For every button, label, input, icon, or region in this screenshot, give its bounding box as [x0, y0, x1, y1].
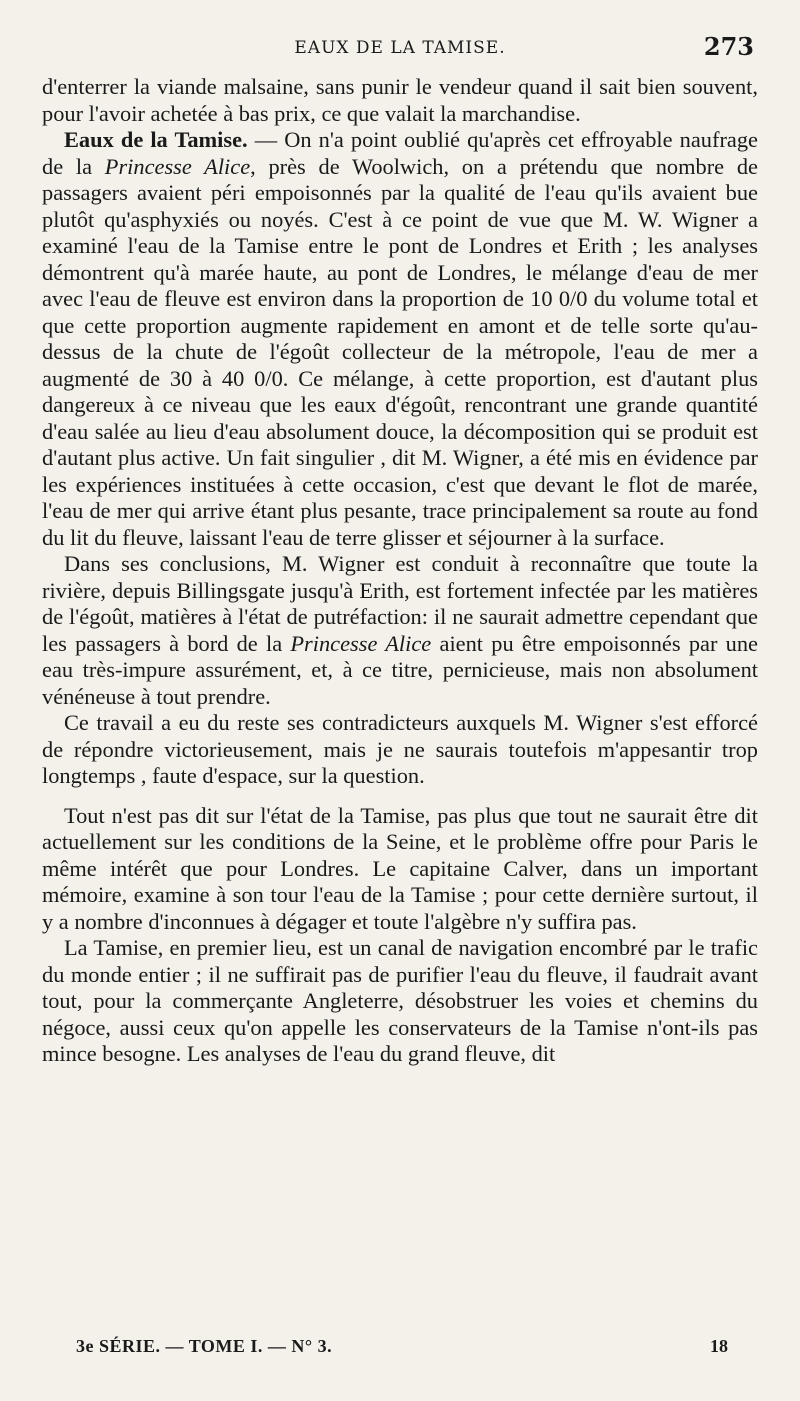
paragraph-2-post: , près de Woolwich, on a prétendu que nombre de passagers avaient péri empoisonnés par la qualité de l'eau qu'ils avaient bue plutôt qu'asphyxiés ou noyés. C'est à ce point de vue que M. W. Wigner a examiné l'eau de la Tamise entre le pont de Londres et Erith ; les analyses démontrent qu'à marée haute, au pont de Londres, le mélange d'eau de mer avec l'eau de fleuve est environ dans la proportion de 10 0/0 du volume total et que cette proportion augmente rapidement en amont et de telle sorte qu'au-dessus de la chute de l'égoût collecteur de la métropole, l'eau de mer a augmenté de 30 à 40 0/0. Ce mélange, à cette proportion, est d'autant plus dangereux à ce niveau que les eaux d'égoût, rencontrant une grande quantité d'eau salée au lieu d'eau absolument douce, la décomposition qui se produit est d'autant plus active. Un fait singulier , dit M. Wigner, a été mis en évidence par les expériences instituées à cette occasion, c'est que devant le flot de marée, l'eau de mer qui arrive étant plus pesante, trace principalement sa route au fond du lit du fleuve, laissant l'eau de terre glisser et séjourner à la surface. [42, 153, 758, 550]
page-number: 273 [703, 32, 754, 61]
paragraph-3 [42, 551, 758, 710]
signature-mark: 18 [710, 1336, 728, 1356]
ship-name: Princesse Alice [290, 630, 432, 656]
page-title: EAUX DE LA TAMISE. [294, 38, 506, 58]
paragraph-3-pre: Dans ses conclusions, M. Wigner est conduit à reconnaître que toute la rivière, depuis Billingsgate jusqu'à Erith, est fortement infectée par les matières de l'égoût, matières à l'état de putréfaction: il ne saurait admettre cependant que les passagers à bord de la [42, 551, 758, 656]
paragraph-3-post: aient pu être empoisonnés par une eau très-impure assurément, et, à ce titre, pernicieuse, mais non absolument vénéneuse à tout prendre. [42, 630, 758, 709]
paragraph-6: La Tamise, en premier lieu, est un canal de navigation encombré par le trafic du monde entier ; il ne suffirait pas de purifier l'eau du fleuve, il faudrait avant tout, pour la commerçante Angleterre, désobstruer les voies et chemins du négoce, aussi ceux qu'on appelle les conservateurs de la Tamise n'ont-ils pas mince besogne. Les analyses de l'eau du grand fleuve, dit [42, 935, 758, 1066]
section-heading: Eaux de la Tamise. [64, 127, 248, 152]
document-page [42, 30, 758, 1380]
paragraph-2-pre: — On n'a point oublié qu'après cet effroyable naufrage de la [42, 127, 758, 179]
paragraph-1: d'enterrer la viande malsaine, sans punir le vendeur quand il sait bien souvent, pour l'avoir achetée à bas prix, ce que valait la marchandise. [42, 74, 758, 126]
ship-name: Princesse Alice [104, 153, 251, 179]
running-head [42, 30, 758, 70]
paragraph-2 [42, 127, 758, 551]
body-text [42, 74, 758, 1068]
paragraph-4: Ce travail a eu du reste ses contradicteurs auxquels M. Wigner s'est efforcé de répondre victorieusement, mais je ne saurais toutefois m'appesantir trop longtemps , faute d'espace, sur la question. [42, 710, 758, 788]
page-footer [42, 1336, 758, 1366]
series-info: 3e SÉRIE. — TOME I. — N° 3. [76, 1336, 333, 1356]
paragraph-5: Tout n'est pas dit sur l'état de la Tamise, pas plus que tout ne saurait être dit actuellement sur les conditions de la Seine, et le problème offre pour Paris le même intérêt que pour Londres. Le capitaine Calver, dans un important mémoire, examine à son tour l'eau de la Tamise ; pour cette dernière surtout, il y a nombre d'inconnues à dégager et toute l'algèbre n'y suffira pas. [42, 802, 758, 934]
